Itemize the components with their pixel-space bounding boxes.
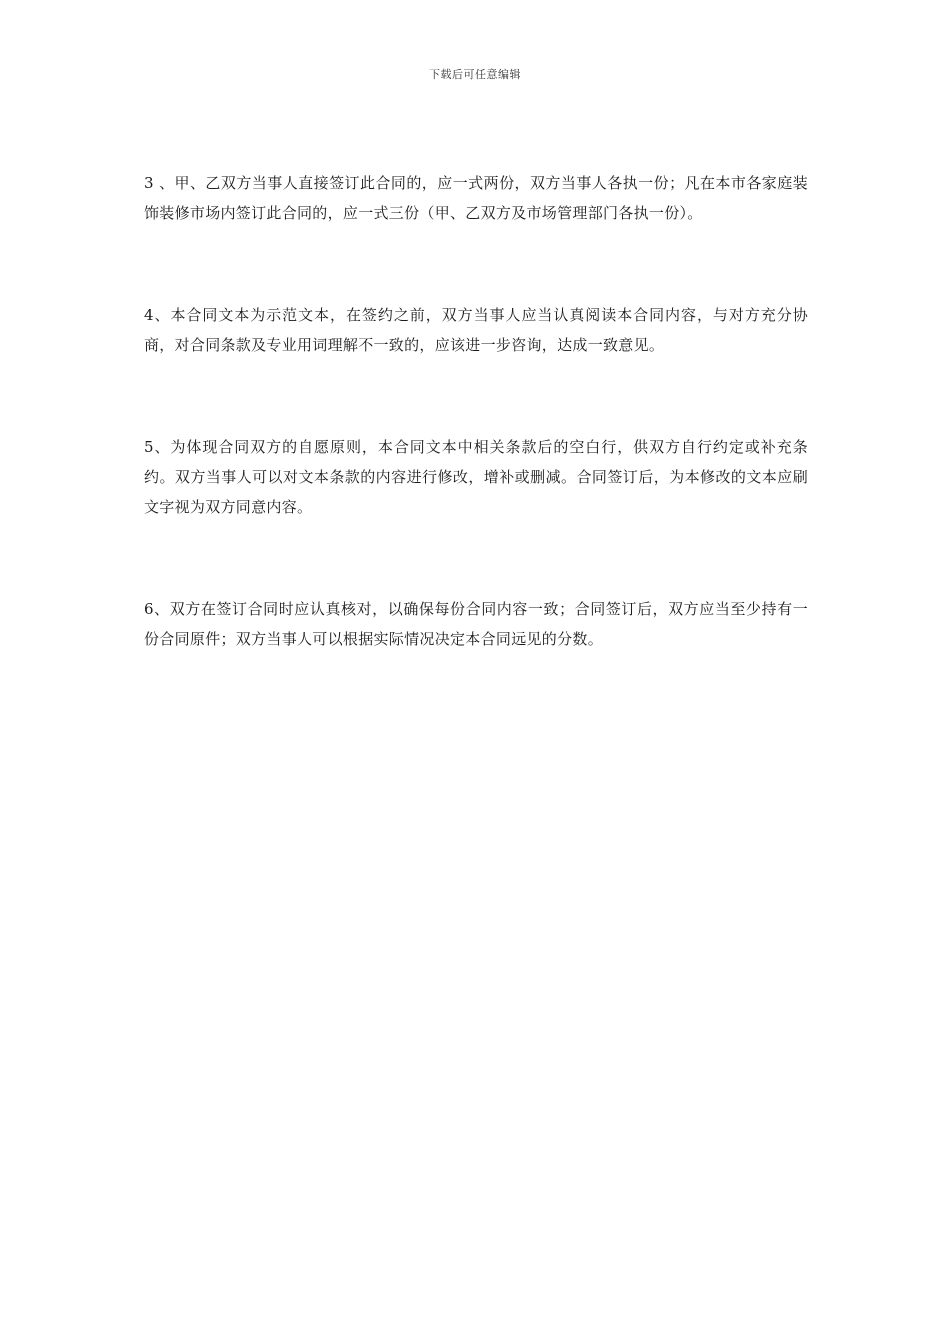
paragraph-clause-5: 5、为体现合同双方的自愿原则，本合同文本中相关条款后的空白行，供双方自行约定或补充条约。双方当事人可以对文本条款的内容进行修改，增补或删减。合同签订后，为本修改的文本应刷文字视为双方同意内容。 (144, 438, 808, 516)
paragraph-clause-6: 6、双方在签订合同时应认真核对，以确保每份合同内容一致；合同签订后，双方应当至少持有一份合同原件；双方当事人可以根据实际情况决定本合同远见的分数。 (144, 600, 808, 648)
document-body (144, 168, 808, 654)
paragraph-clause-3: 3 、甲、乙双方当事人直接签订此合同的，应一式两份，双方当事人各执一份；凡在本市各家庭装饰装修市场内签订此合同的，应一式三份（甲、乙双方及市场管理部门各执一份）。 (144, 174, 808, 222)
page-header: 下载后可任意编辑 (429, 68, 521, 81)
paragraph-clause-4: 4、本合同文本为示范文本，在签约之前，双方当事人应当认真阅读本合同内容，与对方充分协商，对合同条款及专业用词理解不一致的，应该进一步咨询，达成一致意见。 (144, 306, 808, 354)
